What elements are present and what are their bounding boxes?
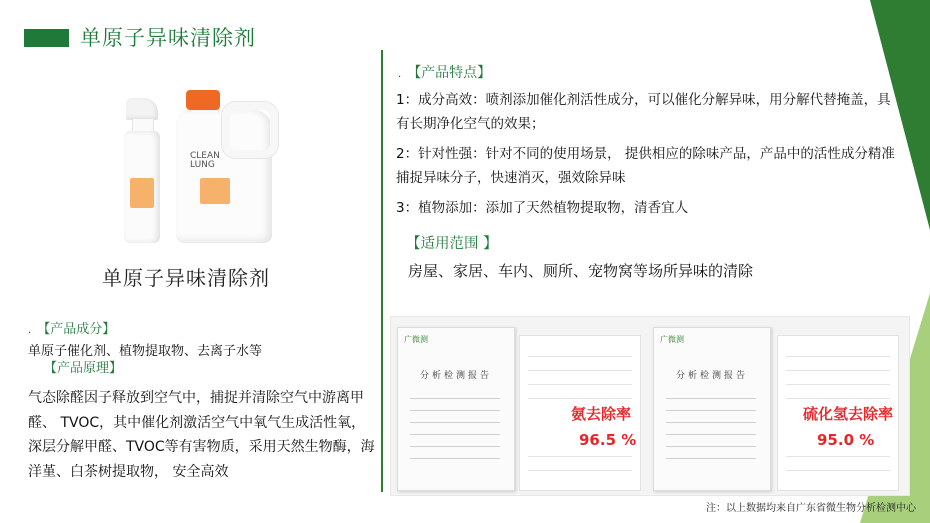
features-heading: . 【产品特点】 [398, 65, 492, 81]
test-report-images [390, 316, 910, 496]
feature-item: 3：植物添加：添加了天然植物提取物，清香宜人 [396, 200, 689, 216]
scope-heading: 【适用范围 】 [406, 236, 498, 252]
h2s-removal-label: 硫化氢去除率 [803, 405, 894, 423]
data-source-note: 注：以上数据均来自广东省微生物分析检测中心 [706, 503, 916, 514]
ingredients-text: 单原子催化剂、植物提取物、去离子水等 [28, 344, 263, 359]
principle-heading: 【产品原理】 [44, 361, 123, 376]
column-divider [381, 50, 383, 492]
report-document [653, 327, 771, 491]
ammonia-removal-value: 96.5 % [579, 431, 637, 449]
feature-item: 1：成分高效：喷剂添加催化剂活性成分，可以催化分解异味，用分解代替掩盖，具有长期净化空气的效果； [396, 92, 891, 132]
report-logo: 广微测 [404, 335, 428, 344]
report-title: 分析检测报告 [675, 371, 748, 381]
product-name: 单原子异味清除剂 [102, 266, 270, 290]
ingredients-heading: . 【产品成分】 [28, 322, 116, 337]
report-logo: 广微测 [660, 335, 684, 344]
feature-item: 2：针对性强：针对不同的使用场景， 提供相应的除味产品，产品中的活性成分精准捕捉异味分子，快速消灭，强效除异味 [396, 146, 895, 186]
features-list [396, 88, 896, 226]
report-title: 分析检测报告 [419, 371, 492, 381]
principle-text: 气态除醛因子释放到空气中，捕捉并清除空气中游离甲醛、 TVOC，其中催化剂激活空气中氧气生成活性氧， 深层分解甲醛、TVOC等有害物质，采用天然生物酶，海洋堇、白茶树提取物， 安全高效 [28, 390, 375, 480]
scope-text: 房屋、家居、车内、厕所、宠物窝等场所异味的清除 [408, 262, 754, 280]
refill-jug [172, 88, 272, 243]
ammonia-removal-label: 氨去除率 [571, 405, 632, 423]
report-document [397, 327, 515, 491]
page-title: 单原子异味清除剂 [80, 26, 256, 50]
product-brand: CLEAN LUNG [190, 151, 220, 170]
h2s-removal-value: 95.0 % [817, 431, 875, 449]
title-accent-bar [24, 29, 69, 47]
spray-bottle [118, 98, 166, 243]
product-image [110, 88, 280, 248]
